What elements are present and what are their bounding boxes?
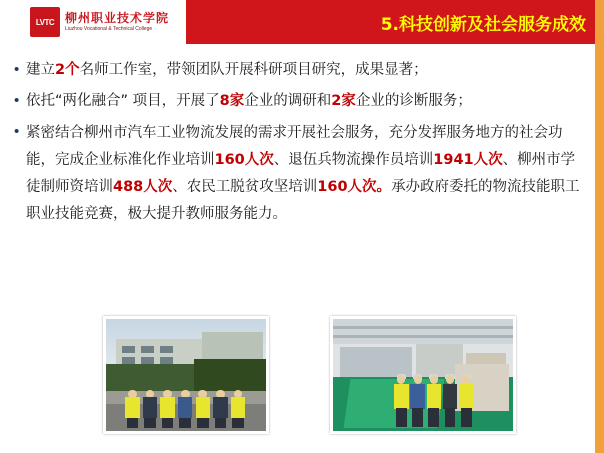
person-vest — [231, 397, 245, 418]
person-legs — [461, 408, 472, 427]
warehouse-training-photo — [330, 316, 516, 434]
ceiling-beam — [333, 335, 513, 338]
window — [141, 357, 154, 364]
list-item — [14, 58, 580, 82]
slide-title: 5.科技创新及社会服务成效 — [380, 15, 586, 35]
logo-english-name: Liuzhou Vocational & Technical College — [65, 25, 153, 32]
text-segment: 建立 — [26, 62, 55, 78]
person-in-vest — [410, 375, 424, 427]
logo-mark: LVTC — [30, 7, 60, 37]
person-legs — [179, 418, 191, 428]
person-in-vest — [459, 375, 473, 427]
window — [160, 357, 173, 364]
bullet-marker: • — [14, 61, 20, 78]
person-in-vest — [196, 390, 210, 428]
person-in-vest — [160, 390, 174, 428]
header-left-spacer — [0, 0, 26, 44]
highlight-number: 1941人次 — [433, 152, 503, 168]
tree-cluster — [194, 359, 266, 393]
person-vest — [427, 384, 441, 409]
person-legs — [127, 418, 139, 428]
list-item — [14, 120, 580, 228]
person-in-vest — [427, 375, 441, 427]
logo-text — [65, 12, 169, 33]
person-head — [430, 375, 438, 384]
bullet-text-2 — [26, 89, 580, 113]
person-vest — [394, 384, 408, 409]
person-vest — [410, 384, 424, 409]
list-item — [14, 89, 580, 113]
person-legs — [144, 418, 156, 428]
person-in-vest — [394, 375, 408, 427]
person-in-vest — [443, 375, 457, 427]
highlight-number: 8家 — [219, 93, 245, 109]
person-head — [446, 375, 454, 384]
person-in-vest — [231, 390, 245, 428]
person-legs — [232, 418, 244, 428]
text-segment: 、农民工脱贫攻坚培训 — [172, 179, 318, 195]
photo-canvas — [106, 319, 266, 431]
person-legs — [428, 408, 439, 427]
person-legs — [215, 418, 227, 428]
bullet-marker: • — [14, 92, 20, 109]
person-legs — [197, 418, 209, 428]
person-legs — [396, 408, 407, 427]
person-vest — [213, 397, 227, 418]
bullet-marker: • — [14, 123, 20, 140]
highlight-number: 2家 — [331, 93, 356, 109]
header-right-accent — [595, 0, 604, 44]
highlight-number: 2个 — [55, 62, 80, 78]
person-head — [397, 375, 405, 384]
photo-canvas — [333, 319, 513, 431]
text-segment: 承办政府委托的物流技能职工职业技能竞赛，极大提升教师服务能力。 — [26, 179, 580, 222]
person-head — [414, 375, 422, 384]
college-logo — [26, 0, 186, 44]
window — [122, 346, 135, 353]
highlight-number: 160人次 — [214, 152, 274, 168]
person-vest — [143, 397, 157, 418]
text-segment: 企业的调研和 — [244, 93, 332, 109]
person-head — [462, 375, 470, 384]
person-vest — [178, 397, 192, 418]
bullet-text-3 — [26, 120, 580, 228]
person-in-vest — [178, 390, 192, 428]
text-segment: 企业的诊断服务； — [355, 93, 472, 109]
text-segment: 、柳州市学徒制师资培训 — [26, 152, 576, 195]
text-segment: 依托“两化融合” 项目，开展了 — [26, 93, 220, 109]
person-vest — [443, 384, 457, 409]
window — [122, 357, 135, 364]
text-segment: 紧密结合柳州市汽车工业物流发展的需求开展社会服务，充分发挥服务地方的社会功能，完成企业标准化作业培训 — [26, 125, 563, 168]
person-legs — [445, 408, 456, 427]
person-vest — [196, 397, 210, 418]
slide-body — [14, 58, 580, 235]
highlight-number: 488人次 — [113, 179, 173, 195]
right-accent-bar — [595, 44, 604, 453]
window — [160, 346, 173, 353]
person-in-vest — [125, 390, 139, 428]
person-legs — [162, 418, 174, 428]
bullet-text-1 — [26, 58, 580, 82]
person-legs — [412, 408, 423, 427]
person-vest — [459, 384, 473, 409]
text-segment: 、退伍兵物流操作员培训 — [273, 152, 434, 168]
logo-chinese-name: 柳州职业技术学院 — [65, 10, 170, 25]
person-in-vest — [143, 390, 157, 428]
text-segment: 名师工作室，带领团队开展科研项目研究，成果显著； — [79, 62, 428, 78]
person-vest — [160, 397, 174, 418]
slide-header — [0, 0, 604, 44]
highlight-number: 160人次。 — [317, 179, 392, 195]
campus-visit-photo — [103, 316, 269, 434]
person-in-vest — [213, 390, 227, 428]
window — [141, 346, 154, 353]
ceiling — [333, 319, 513, 344]
person-vest — [125, 397, 139, 418]
ceiling-beam — [333, 326, 513, 329]
